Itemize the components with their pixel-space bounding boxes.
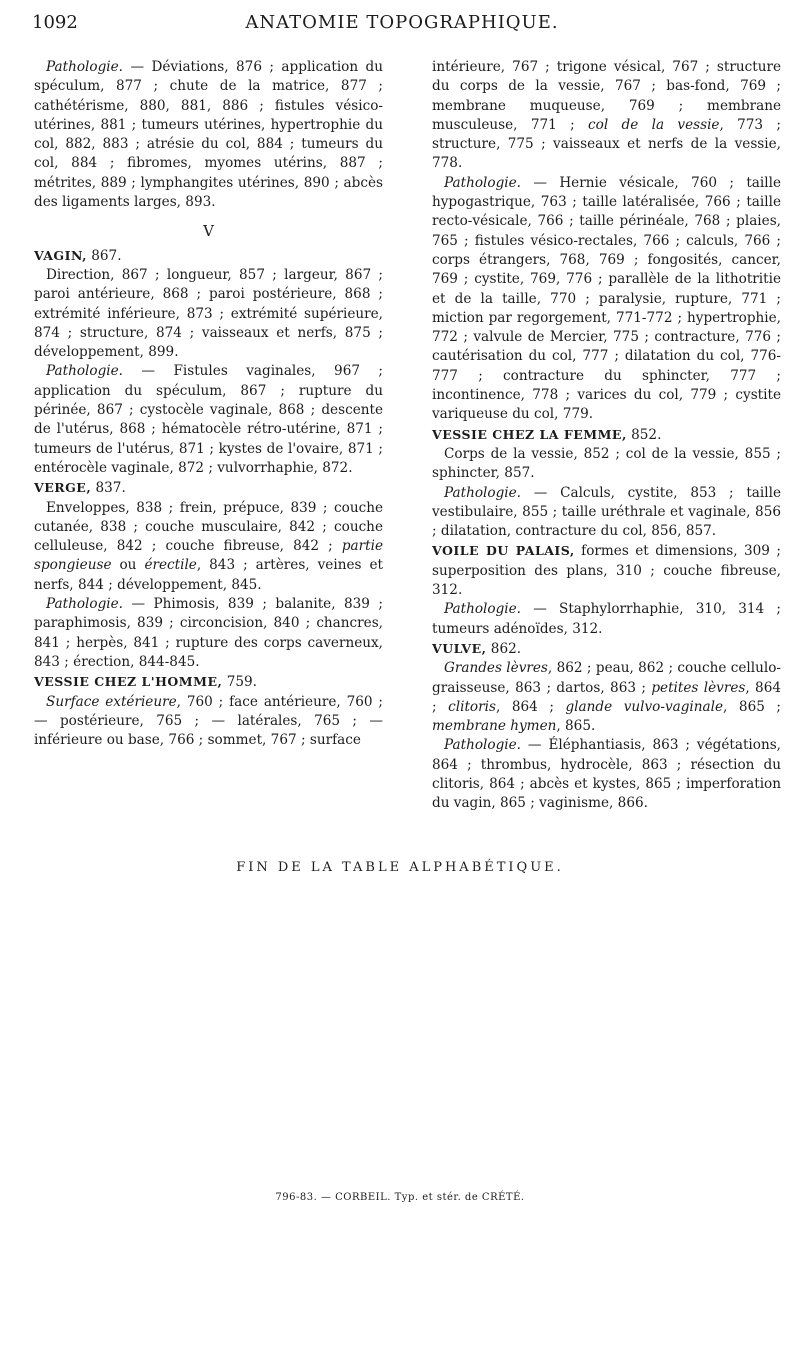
vessie-homme-heading: VESSIE CHEZ L'HOMME, 759. (34, 674, 257, 691)
right-column (432, 58, 781, 814)
vessie-homme-pathology-entry: Pathologie. — Hernie vésicale, 760 ; taille hypogastrique, 763 ; taille latéralisée, 766 ; taille recto-vésicale, 766 ; taille périnéale, 768 ; plaies, 765 ; fistules vésico-rectales, 766 ; calculs, 766 ; corps étrangers, 768, 769 ; fongosités, cancer, 769 ; cystite, 769, 776 ; parallèle de la lithotritie et de la taille, 770 ; paralysie, rupture, 771 ; miction par regorgement, 771-772 ; hypertrophie, 772 ; valvule de Mercier, 775 ; contracture, 776 ; cautérisation du col, 777 ; dilatation du col, 776-777 ; contracture du sphincter, 777 ; incontinence, 778 ; varices du col, 779 ; cystite variqueuse du col, 779. (432, 174, 781, 423)
vessie-femme-entry: Corps de la vessie, 852 ; col de la vessie, 855 ; sphincter, 857. (432, 445, 781, 482)
voile-palais-heading: VOILE DU PALAIS, formes et dimensions, 309 ; superposition des plans, 310 ; couche fibreuse, 312. (432, 543, 781, 599)
vessie-femme-heading: VESSIE CHEZ LA FEMME, 852. (432, 426, 662, 443)
end-of-table-line: FIN DE LA TABLE ALPHABÉTIQUE. (236, 860, 564, 875)
printer-imprint: 796-83. — CORBEIL. Typ. et stér. de CRÉTÉ. (275, 1192, 525, 1203)
vulve-heading: VULVE, 862. (432, 640, 522, 657)
verge-pathology-entry: Pathologie. — Phimosis, 839 ; balanite, 839 ; paraphimosis, 839 ; circoncision, 840 ; chancres, 841 ; herpès, 841 ; rupture des corps caverneux, 843 ; érection, 844-845. (34, 596, 383, 670)
vagin-pathology-entry: Pathologie. — Fistules vaginales, 967 ; application du spéculum, 867 ; rupture du périnée, 867 ; cystocèle vaginale, 868 ; descente de l'utérus, 868 ; hématocèle rétro-utérine, 871 ; tumeurs de l'utérus, 871 ; kystes de l'ovaire, 871 ; entérocèle vaginale, 872 ; vulvorrhaphie, 872. (34, 363, 383, 476)
running-title: ANATOMIE TOPOGRAPHIQUE. (245, 12, 559, 33)
section-v-heading: V (203, 222, 214, 241)
left-column (34, 58, 383, 750)
vessie-homme-continued: intérieure, 767 ; trigone vésical, 767 ; structure du corps de la vessie, 767 ; bas-fond, 769 ; membrane muqueuse, 769 ; membrane musculeuse, 771 ; col de la vessie, 773 ; structure, 775 ; vaisseaux et nerfs de la vessie, 778. (432, 59, 781, 172)
page-number: 1092 (32, 12, 78, 33)
uterus-pathology-entry: Pathologie. — Déviations, 876 ; application du spéculum, 877 ; chute de la matrice, 877 ; cathétérisme, 880, 881, 886 ; fistules vésico-utérines, 881 ; tumeurs utérines, hypertrophie du col, 882, 883 ; atrésie du col, 884 ; tumeurs du col, 884 ; fibromes, myomes utérins, 887 ; métrites, 889 ; lymphangites utérines, 890 ; abcès des ligaments larges, 893. (34, 59, 383, 211)
vagin-heading: VAGIN, 867. (34, 247, 122, 264)
vessie-homme-entry: Surface extérieure, 760 ; face antérieure, 760 ; — postérieure, 765 ; — latérales, 765 ; — inférieure ou base, 766 ; sommet, 767 ; surface (34, 693, 383, 749)
voile-palais-pathology-entry: Pathologie. — Staphylorrhaphie, 310, 314 ; tumeurs adénoïdes, 312. (432, 601, 781, 637)
page-header (32, 12, 772, 46)
vagin-entry: Direction, 867 ; longueur, 857 ; largeur, 867 ; paroi antérieure, 868 ; paroi postérieure, 868 ; extrémité inférieure, 873 ; extrémité supérieure, 874 ; structure, 874 ; vaisseaux et nerfs, 875 ; développement, 899. (34, 266, 383, 361)
verge-heading: VERGE, 837. (34, 480, 126, 497)
vessie-femme-pathology-entry: Pathologie. — Calculs, cystite, 853 ; taille vestibulaire, 855 ; taille uréthrale et vaginale, 856 ; dilatation, contracture du col, 856, 857. (432, 484, 781, 540)
vulve-entry: Grandes lèvres, 862 ; peau, 862 ; couche cellulo-graisseuse, 863 ; dartos, 863 ; petites lèvres, 864 ; clitoris, 864 ; glande vulvo-vaginale, 865 ; membrane hymen, 865. (432, 660, 782, 735)
vulve-pathology-entry: Pathologie. — Éléphantiasis, 863 ; végétations, 864 ; thrombus, hydrocèle, 863 ; résection du clitoris, 864 ; abcès et kystes, 865 ; imperforation du vagin, 865 ; vaginisme, 866. (432, 737, 781, 812)
verge-entry: Enveloppes, 838 ; frein, prépuce, 839 ; couche cutanée, 838 ; couche musculaire, 842 ; couche celluleuse, 842 ; couche fibreuse, 842 ; partie spongieuse ou érectile, 843 ; artères, veines et nerfs, 844 ; développement, 845. (34, 499, 383, 593)
